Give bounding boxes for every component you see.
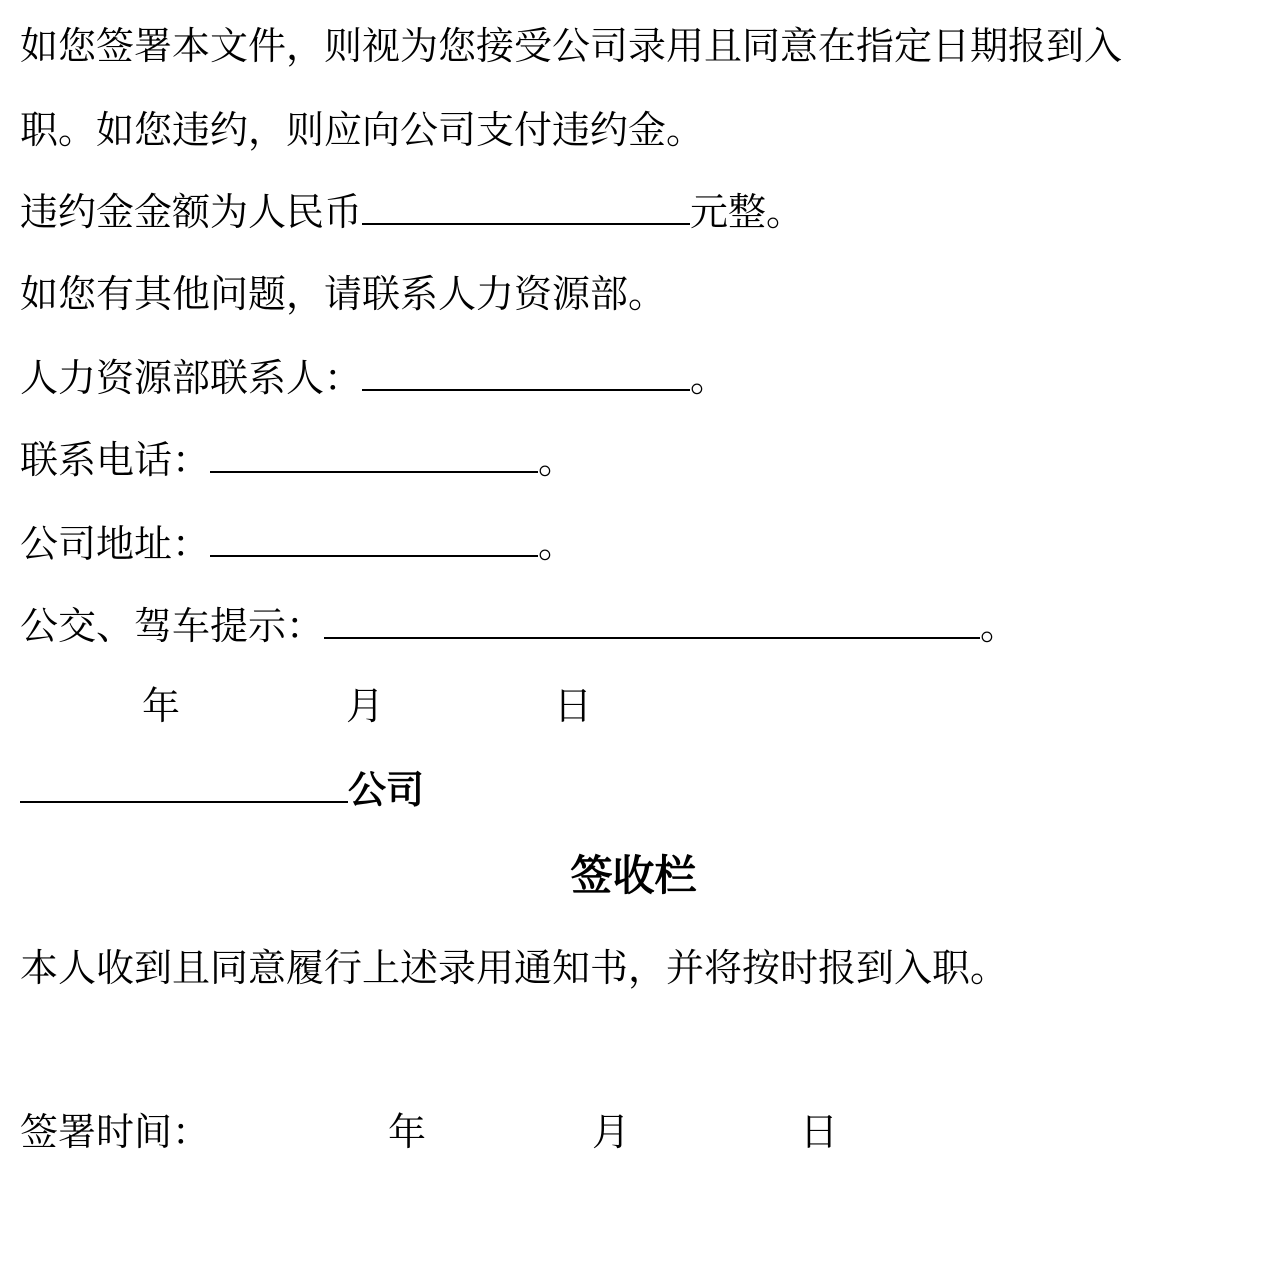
contact-note: 如您有其他问题，请联系人力资源部。 xyxy=(20,272,667,316)
phone-blank[interactable] xyxy=(210,437,538,473)
sign-time-label: 签署时间： xyxy=(20,1110,211,1154)
date-year: 年 xyxy=(142,684,181,728)
sign-time-year: 年 xyxy=(388,1110,427,1154)
hr-contact-line xyxy=(20,354,728,402)
address-blank[interactable] xyxy=(210,521,538,557)
company-name-blank[interactable] xyxy=(20,767,348,803)
sign-time-day: 日 xyxy=(800,1110,839,1154)
hr-contact-end: 。 xyxy=(690,356,729,400)
penalty-suffix: 元整。 xyxy=(690,190,805,234)
address-line xyxy=(20,520,576,568)
transport-line xyxy=(20,602,1018,650)
phone-label: 联系电话： xyxy=(20,438,211,482)
penalty-amount-line xyxy=(20,188,804,236)
phone-end: 。 xyxy=(538,438,577,482)
transport-label: 公交、驾车提示： xyxy=(20,604,325,648)
date-day: 日 xyxy=(554,684,593,728)
hr-contact-blank[interactable] xyxy=(362,355,690,391)
penalty-prefix: 违约金金额为人民币 xyxy=(20,190,363,234)
receipt-title: 签收栏 xyxy=(570,851,697,900)
company-line xyxy=(20,766,424,814)
receipt-statement: 本人收到且同意履行上述录用通知书，并将按时报到入职。 xyxy=(20,946,1009,990)
sign-time-line xyxy=(20,1108,920,1156)
penalty-amount-blank[interactable] xyxy=(362,189,690,225)
phone-line xyxy=(20,436,576,484)
sign-time-month: 月 xyxy=(592,1110,631,1154)
date-line xyxy=(20,682,720,730)
address-end: 。 xyxy=(538,522,577,566)
hr-contact-label: 人力资源部联系人： xyxy=(20,356,363,400)
paragraph-line-2: 职。如您违约，则应向公司支付违约金。 xyxy=(20,108,705,152)
address-label: 公司地址： xyxy=(20,522,211,566)
date-month: 月 xyxy=(346,684,385,728)
transport-end: 。 xyxy=(980,604,1019,648)
company-suffix: 公司 xyxy=(348,767,425,812)
paragraph-line-1: 如您签署本文件，则视为您接受公司录用且同意在指定日期报到入 xyxy=(20,24,1123,68)
transport-blank[interactable] xyxy=(324,603,980,639)
